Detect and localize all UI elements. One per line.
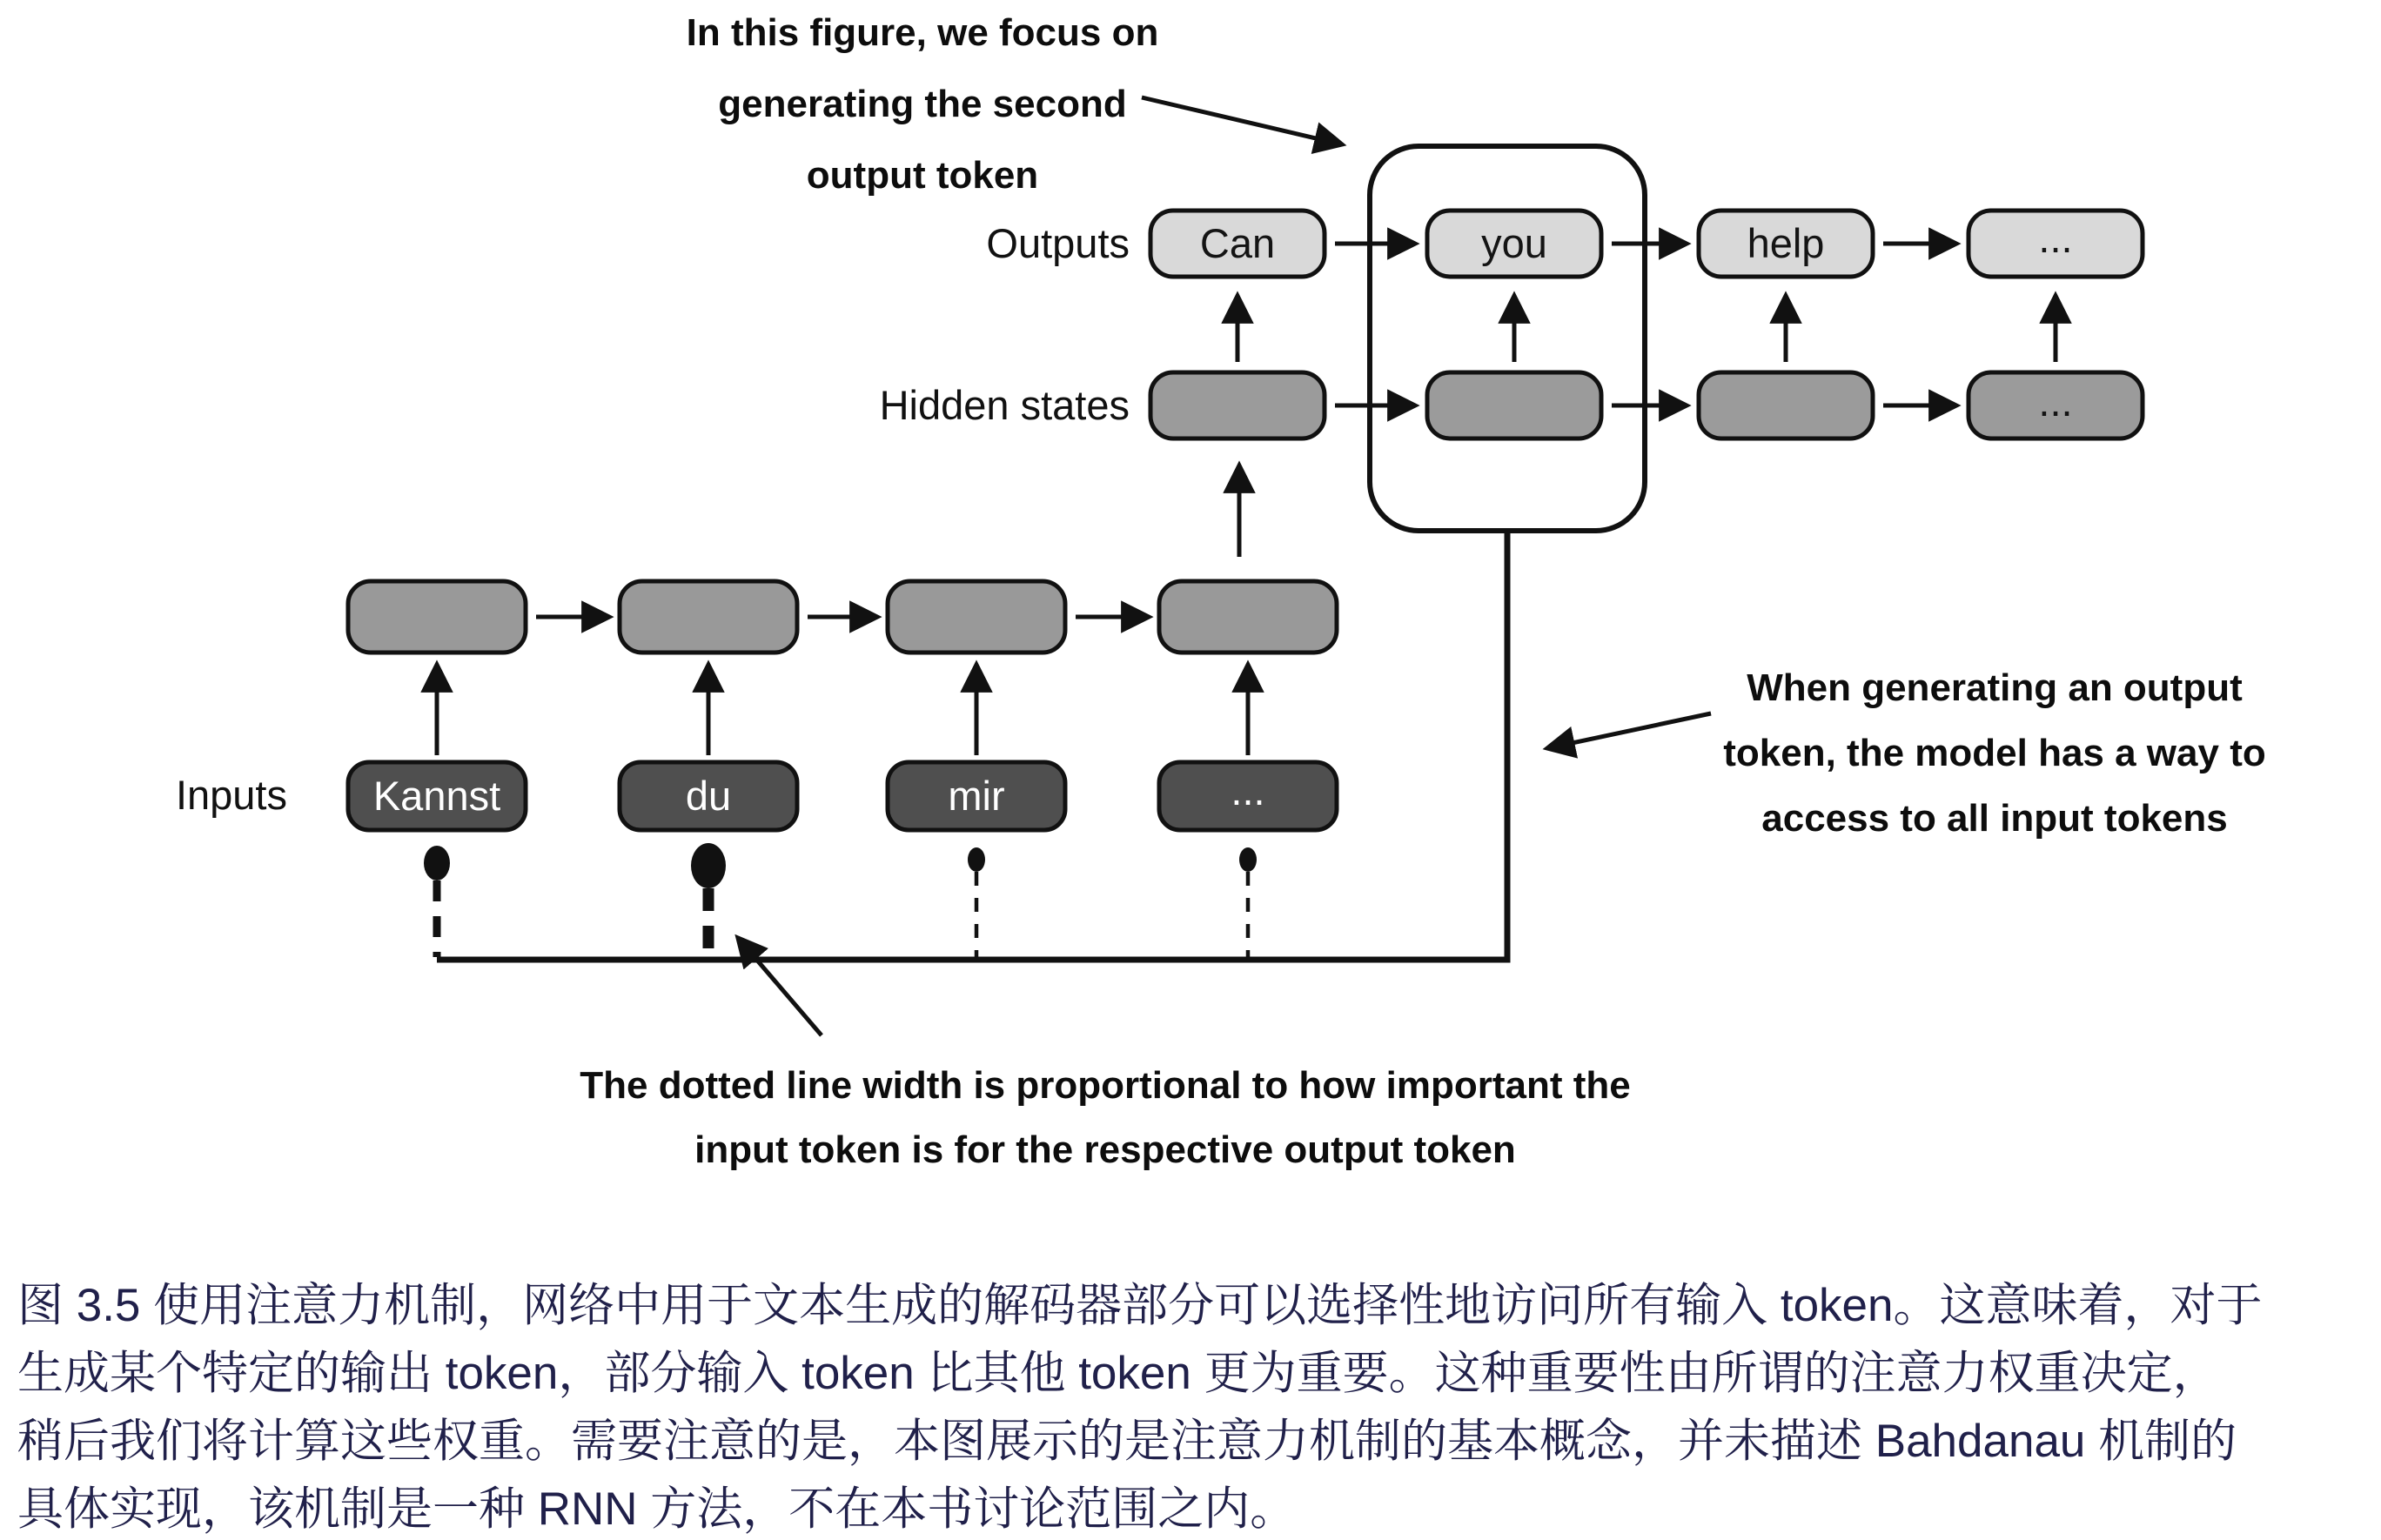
hidden-box-1 [1150, 372, 1325, 439]
second-token-highlight-box [1370, 146, 1645, 531]
encoder-box-1 [348, 581, 526, 653]
input-token-row [348, 762, 1337, 830]
output-token-help: help [1747, 220, 1825, 266]
encoder-box-2 [620, 581, 797, 653]
attention-dot-du [691, 843, 726, 888]
right-annotation-arrow [1547, 713, 1711, 748]
attention-dot-mir [968, 847, 985, 872]
top-annotation [687, 11, 1342, 197]
hidden-box-3 [1699, 372, 1873, 439]
input-token-kannst: Kannst [372, 773, 501, 819]
caption-line-1: 图 3.5 使用注意力机制，网络中用于文本生成的解码器部分可以选择性地访问所有输入 token。这意味着，对于 [17, 1280, 2263, 1331]
top-annotation-line2: generating the second [718, 83, 1127, 125]
hidden-states-row-label: Hidden states [879, 382, 1130, 428]
right-annotation-line2: token, the model has a way to [1723, 732, 2266, 774]
right-annotation [1547, 666, 2266, 840]
top-annotation-arrow [1142, 97, 1342, 144]
attention-dot-ellipsis [1239, 847, 1257, 872]
caption-line-3: 稍后我们将计算这些权重。需要注意的是，本图展示的是注意力机制的基本概念，并未描述 Bahdanau 机制的 [17, 1416, 2237, 1467]
bottom-annotation [580, 938, 1630, 1171]
attention-links [424, 843, 1257, 957]
encoder-box-3 [888, 581, 1065, 653]
attention-dot-kannst [424, 846, 450, 880]
bottom-annotation-line2: input token is for the respective output token [694, 1128, 1516, 1171]
figure-caption [17, 1272, 2367, 1540]
encoder-row [348, 581, 1337, 653]
output-token-you: you [1481, 220, 1547, 266]
input-token-mir: mir [948, 773, 1005, 819]
input-token-du: du [685, 773, 732, 819]
bottom-annotation-line1: The dotted line width is proportional to how important the [580, 1064, 1631, 1107]
encoder-box-4 [1159, 581, 1337, 653]
top-annotation-line3: output token [806, 154, 1039, 197]
right-annotation-line3: access to all input tokens [1761, 797, 2228, 840]
input-token-ellipsis: ... [1231, 767, 1265, 814]
top-annotation-line1: In this figure, we focus on [686, 11, 1159, 54]
caption-line-4: 具体实现，该机制是一种 RNN 方法，不在本书讨论范围之内。 [17, 1483, 1297, 1535]
hidden-token-ellipsis: ... [2038, 378, 2073, 425]
right-annotation-line1: When generating an output [1747, 666, 2243, 709]
inputs-row-label: Inputs [175, 772, 287, 818]
hidden-box-2 [1427, 372, 1601, 439]
input-to-encoder-arrows [437, 665, 1248, 755]
output-token-can: Can [1199, 220, 1276, 266]
caption-line-2: 生成某个特定的输出 token，部分输入 token 比其他 token 更为重要。这种重要性由所谓的注意力权重决定， [17, 1348, 2219, 1399]
output-token-ellipsis: ... [2038, 215, 2073, 261]
bottom-annotation-arrow [738, 938, 822, 1035]
outputs-row-label: Outputs [986, 220, 1130, 266]
